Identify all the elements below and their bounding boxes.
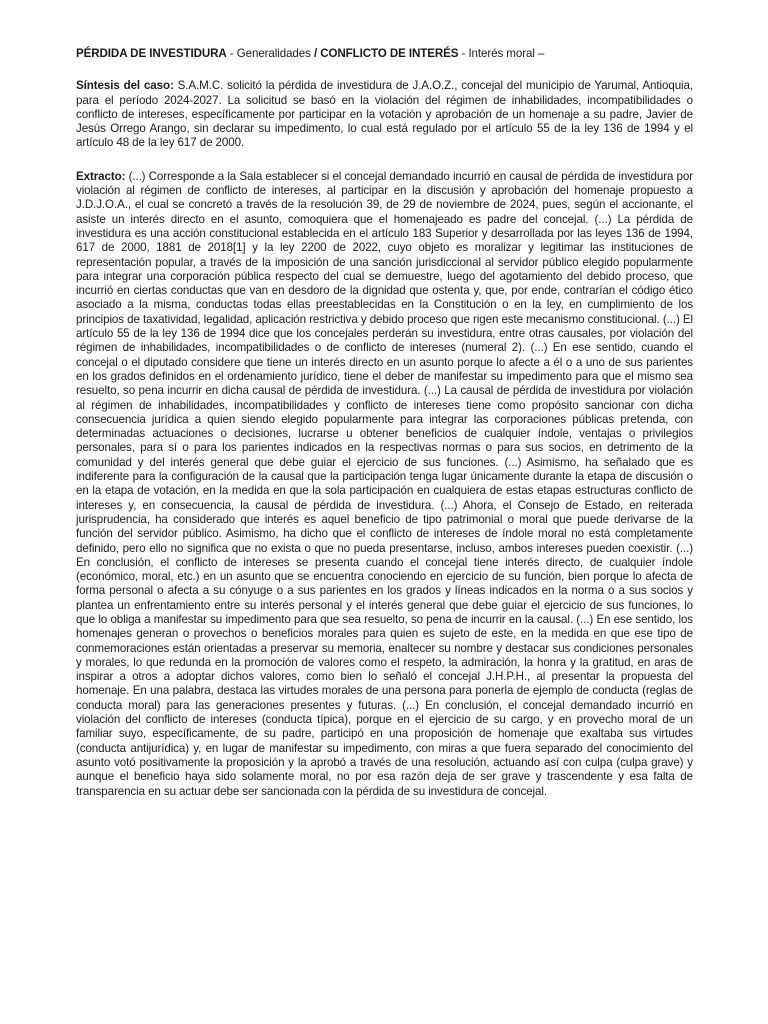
synthesis-paragraph (76, 79, 693, 150)
synthesis-label: Síntesis del caso: (76, 79, 174, 93)
synthesis-text: S.A.M.C. solicitó la pérdida de investidura de J.A.O.Z., concejal del municipio de Yarumal, Antioquia, para el período 2024-2027. La solicitud se basó en la violación del régimen de inhabilidades, incompatibilidades o conflicto de intereses, específicamente por participar en la votación y aprobación de un homenaje a su padre, Javier de Jesús Orrego Arango, sin declarar su impedimento, lo cual está regulado por el artículo 55 de la ley 136 de 1994 y el artículo 48 de la ley 617 de 2000. (76, 79, 693, 150)
heading-topic: PÉRDIDA DE INVESTIDURA (76, 47, 227, 60)
document-heading (76, 47, 693, 61)
extract-paragraph (76, 170, 693, 799)
heading-separator: - (458, 47, 469, 60)
extract-text: (...) Corresponde a la Sala establecer si el concejal demandado incurrió en causal de pérdida de investidura por violación al régimen de conflicto de intereses, al participar en la discusión y aprobación del homenaje propuesto a J.D.J.O.A., el cual se concretó a través de la resolución 39, de 29 de noviembre de 2024, pues, según el accionante, el asiste un interés directo en el asunto, comoquiera que el homenajeado es padre del concejal. (...) La pérdida de investidura es una acción constitucional establecida en el artículo 183 Superior y desarrollada por las leyes 136 de 1994, 617 de 2000, 1881 de 2018[1] y la ley 2200 de 2022, cuyo objeto es moralizar y legitimar las instituciones de representación popular, a través de la imposición de una sanción jurisdiccional al servidor público elegido popularmente para integrar una corporación pública respecto del cual se demuestre, luego del agotamiento del debido proceso, que incurrió en ciertas conductas que van en desdoro de la dignidad que ostenta y, que, por ende, contrarían el código ético asociado a la misma, conductas todas ellas preestablecidas en la Constitución o en la ley, en cumplimiento de los principios de taxatividad, legalidad, aplicación restrictiva y debido proceso que rigen este mecanismo constitucional. (...) El artículo 55 de la ley 136 de 1994 dice que los concejales perderán su investidura, entre otras causales, por violación del régimen de inhabilidades, incompatibilidades o de conflicto de intereses (numeral 2). (...) En ese sentido, cuando el concejal o el diputado considere que tiene un interés directo en un asunto porque lo afecte a él o a uno de sus parientes en los grados definidos en el ordenamiento jurídico, tiene el deber de manifestar su impedimento para que el mismo sea resuelto, so pena incurrir en dicha causal de pérdida de investidura. (...) La causal de pérdida de investidura por violación al régimen de inhabilidades, incompatibilidades y conflicto de intereses tiene como propósito sancionar con dicha consecuencia jurídica a quien siendo elegido popularmente para integrar las corporaciones públicas pretenda, con determinadas actuaciones o decisiones, lucrarse u obtener beneficios de cualquier índole, ventajas o privilegios personales, para sí o para los parientes indicados en la respectivas normas o para sus socios, en detrimento de la comunidad y del interés general que debe guiar el ejercicio de sus funciones. (...) Asimismo, ha señalado que es indiferente para la configuración de la causal que la participación tenga lugar únicamente durante la etapa de discusión o en la etapa de votación, en la medida en que la sola participación en cualquiera de estas etapas estructuras conflicto de intereses y, en consecuencia, la causal de pérdida de investidura. (...) Ahora, el Consejo de Estado, en reiterada jurisprudencia, ha considerado que interés es aquel beneficio de tipo patrimonial o moral que puede derivarse de la función del servidor público. Asimismo, ha dicho que el conflicto de intereses de índole moral no está completamente definido, pero ello no significa que no exista o que no pueda presentarse, incluso, ambos intereses pueden coexistir. (...) En conclusión, el conflicto de intereses se presenta cuando el concejal tiene interés directo, de cualquier índole (económico, moral, etc.) en un asunto que se encuentra conociendo en ejercicio de su función, bien porque lo afecta de forma personal o afecta a su cónyuge o a sus parientes en los grados y líneas indicados en la norma o a sus socios y plantea un enfrentamiento entre su interés personal y el interés general que debe guiar el ejercicio de sus funciones, lo que lo obliga a manifestar su impedimento para que sea resuelto, so pena de incurrir en la causal. (...) En ese sentido, los homenajes generan o provechos o beneficios morales para quien es sujeto de este, en la medida en que ese tipo de conmemoraciones están orientadas a preservar su memoria, enaltecer su nombre y destacar sus condiciones personales y morales, lo que redunda en la promoción de valores como el respeto, la admiración, la honra y la gratitud, en aras de inspirar a otros a adoptar dichos valores, como bien lo señaló el concejal J.H.P.H., al presentar la propuesta del homenaje. En una palabra, destaca las virtudes morales de una persona para ponerla de ejemplo de conducta (reglas de conducta moral) para las generaciones presentes y futuras. (...) En conclusión, el concejal demandado incurrió en violación del conflicto de intereses (conducta típica), porque en el ejercicio de su cargo, y en provecho moral de un familiar suyo, específicamente, de su padre, participó en una proposición de homenaje que exaltaba sus virtudes (conducta antijurídica) y, en lugar de manifestar su impedimento, con miras a que fuera separado del conocimiento del asunto votó positivamente la proposición y la aprobó a través de una resolución, actuando así con culpa (culpa grave) y aunque el beneficio haya sido solamente moral, no por esa razón deja de ser grave y trascendente y esa falta de transparencia en su actuar debe ser sancionada con la pérdida de su investidura de concejal. (76, 169, 693, 798)
heading-separator: / (310, 47, 321, 60)
document-page (76, 47, 693, 818)
heading-subtopic-secondary: Interés moral – (468, 47, 545, 60)
heading-topic-secondary: CONFLICTO DE INTERÉS (320, 47, 459, 60)
heading-separator: - (226, 47, 237, 60)
heading-subtopic: Generalidades (236, 47, 311, 60)
extract-label: Extracto: (76, 169, 126, 183)
